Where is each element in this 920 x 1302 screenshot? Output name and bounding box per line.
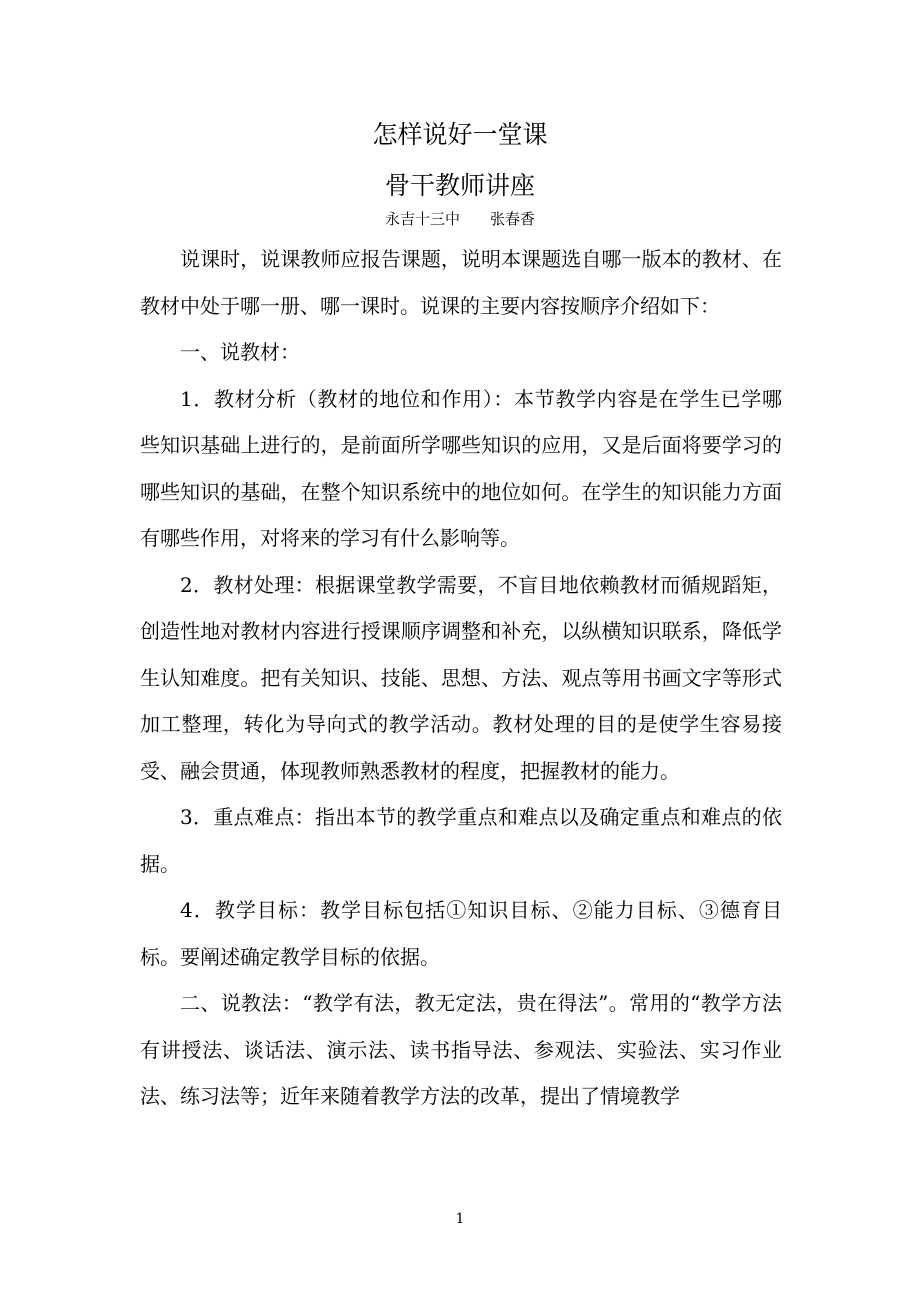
paragraph: 4．教学目标：教学目标包括①知识目标、②能力目标、③德育目标。要阐述确定教学目标的依据。: [140, 898, 782, 969]
paragraph: 1．教材分析（教材的地位和作用）：本节教学内容是在学生已学哪些知识基础上进行的，是前面所学哪些知识的应用，又是后面将要学习的哪些知识的基础，在整个知识系统中的地位如何。在学生的知识能力方面有哪些作用，对将来的学习有什么影响等。: [140, 386, 782, 550]
document-subtitle: 骨干教师讲座: [384, 171, 535, 200]
page-number: 1: [455, 1211, 465, 1227]
paragraph: 3．重点难点：指出本节的教学重点和难点以及确定重点和难点的依据。: [140, 805, 782, 876]
author-name: 张春香: [490, 210, 536, 228]
byline: [0, 209, 920, 229]
school-name: 永吉十三中: [384, 210, 460, 228]
body-text: [140, 236, 782, 1120]
paragraph: 二、说教法：“教学有法，教无定法，贵在得法”。常用的“教学方法有讲授法、谈话法、演示法、读书指导法、参观法、实验法、实习作业法、练习法等；近年来随着教学方法的改革，提出了情境教学: [140, 991, 782, 1108]
paragraph: 一、说教材：: [180, 340, 300, 364]
paragraph: 说课时，说课教师应报告课题，说明本课题选自哪一版本的教材、在教材中处于哪一册、哪一课时。说课的主要内容按顺序介绍如下：: [140, 247, 782, 318]
paragraph: 2．教材处理：根据课堂教学需要，不盲目地依赖教材而循规蹈矩，创造性地对教材内容进行授课顺序调整和补充，以纵横知识联系，降低学生认知难度。把有关知识、技能、思想、方法、观点等用书画文字等形式加工整理，转化为导向式的教学活动。教材处理的目的是使学生容易接受、融会贯通，体现教师熟悉教材的程度，把握教材的能力。: [140, 572, 782, 783]
document-title: 怎样说好一堂课: [372, 120, 548, 149]
